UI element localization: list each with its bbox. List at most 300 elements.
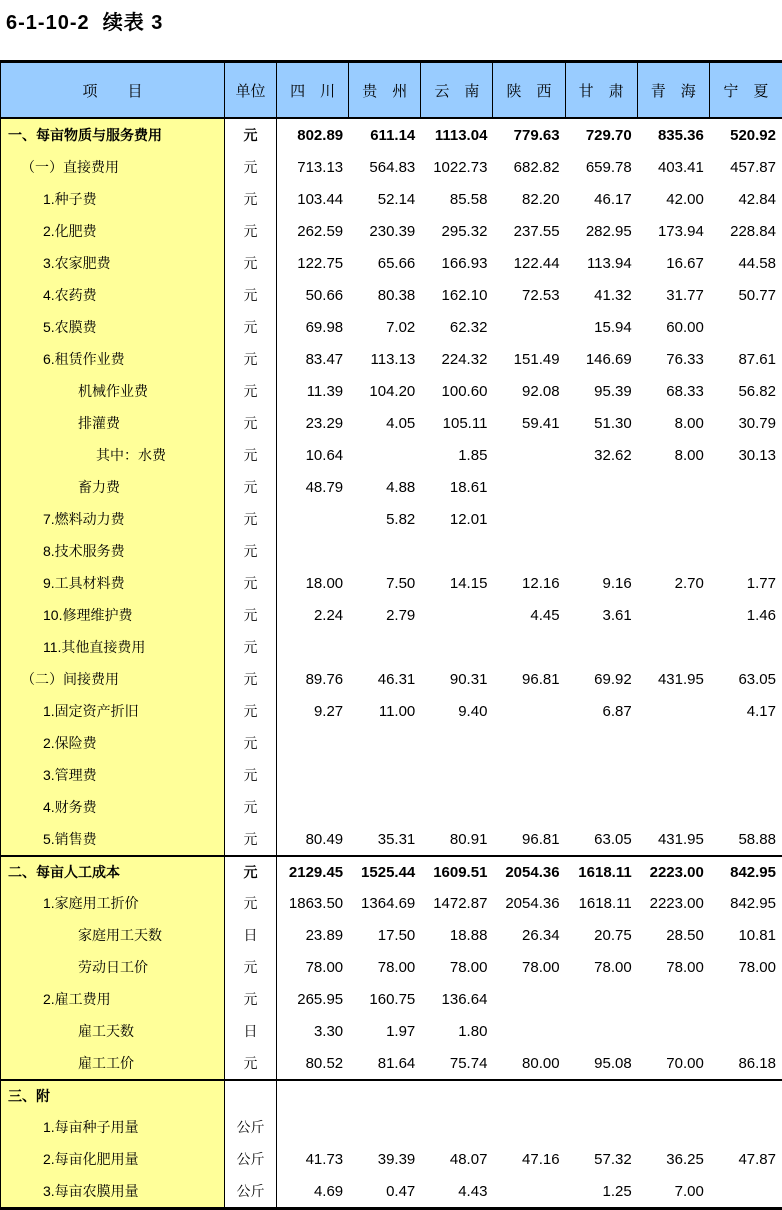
value-cell: 46.17 (594, 190, 632, 208)
value-cell (493, 1015, 565, 1047)
value-cell (566, 503, 638, 535)
value-cell: 1364.69 (361, 894, 416, 912)
row-label: 3.农家肥费 (1, 247, 225, 279)
value-cell: 9.27 (313, 702, 344, 720)
row-label: 9.工具材料费 (1, 567, 225, 599)
value-cell (710, 1111, 782, 1143)
value-cell: 28.50 (666, 926, 704, 944)
value-cell: 41.32 (594, 286, 632, 304)
row-unit: 元 (225, 567, 277, 599)
value-cell (638, 1081, 710, 1111)
value-cell (638, 983, 710, 1015)
value-cell: 224.32 (441, 350, 488, 368)
value-cell: 113.13 (370, 350, 416, 368)
row-unit: 元 (225, 407, 277, 439)
value-cell: 80.91 (449, 830, 488, 848)
value-cell: 2054.36 (505, 863, 560, 881)
row-label: （一）直接费用 (1, 151, 225, 183)
value-cell: 4.88 (386, 478, 416, 496)
table-row (1, 727, 782, 759)
value-cell (566, 983, 638, 1015)
value-cell: 48.07 (449, 1150, 488, 1168)
table-row (1, 311, 782, 343)
table-row (1, 407, 782, 439)
value-cell (493, 759, 565, 791)
value-cell (638, 503, 710, 535)
value-cell: 58.88 (738, 830, 776, 848)
value-cell: 8.00 (674, 414, 704, 432)
table-row (1, 247, 782, 279)
value-cell (566, 1015, 638, 1047)
table-row (1, 887, 782, 919)
value-cell (493, 727, 565, 759)
value-cell: 20.75 (594, 926, 632, 944)
value-cell (277, 727, 349, 759)
header-province-5: 甘 肃 (566, 63, 638, 117)
value-cell: 23.89 (305, 926, 344, 944)
value-cell (710, 1081, 782, 1111)
value-cell (566, 535, 638, 567)
row-label: 3.每亩农膜用量 (1, 1175, 225, 1207)
value-cell: 166.93 (441, 254, 488, 272)
value-cell: 81.64 (377, 1054, 416, 1072)
row-label: 11.其他直接费用 (1, 631, 225, 663)
value-cell: 2054.36 (505, 894, 560, 912)
value-cell (638, 727, 710, 759)
value-cell: 564.83 (369, 158, 416, 176)
value-cell (349, 791, 421, 823)
row-unit: 元 (225, 439, 277, 471)
value-cell: 2129.45 (288, 863, 344, 881)
row-label: 7.燃料动力费 (1, 503, 225, 535)
row-unit: 元 (225, 663, 277, 695)
value-cell: 1022.73 (433, 158, 488, 176)
table-row (1, 631, 782, 663)
value-cell: 237.55 (513, 222, 560, 240)
row-label: 4.财务费 (1, 791, 225, 823)
table-row (1, 791, 782, 823)
row-label: 1.家庭用工折价 (1, 887, 225, 919)
value-cell: 100.60 (441, 382, 488, 400)
value-cell: 729.70 (585, 126, 632, 144)
header-province-4: 陕 西 (493, 63, 565, 117)
value-cell: 72.53 (522, 286, 560, 304)
value-cell: 431.95 (657, 830, 704, 848)
value-cell: 4.05 (386, 414, 416, 432)
value-cell (349, 535, 421, 567)
row-label: 劳动日工价 (1, 951, 225, 983)
value-cell: 42.00 (666, 190, 704, 208)
value-cell (710, 503, 782, 535)
value-cell (421, 631, 493, 663)
value-cell: 78.00 (666, 958, 704, 976)
value-cell: 265.95 (297, 990, 344, 1008)
value-cell: 4.69 (313, 1182, 344, 1200)
table-row (1, 375, 782, 407)
value-cell: 7.02 (386, 318, 416, 336)
row-label: 2.保险费 (1, 727, 225, 759)
value-cell: 89.76 (305, 670, 344, 688)
row-label: 畜力费 (1, 471, 225, 503)
table-row (1, 1047, 782, 1079)
value-cell: 11.39 (306, 382, 344, 400)
value-cell (566, 759, 638, 791)
value-cell: 80.00 (522, 1054, 560, 1072)
row-unit: 元 (225, 791, 277, 823)
value-cell (638, 471, 710, 503)
value-cell: 50.66 (305, 286, 344, 304)
row-unit: 元 (225, 119, 277, 151)
value-cell (493, 1081, 565, 1111)
value-cell: 230.39 (369, 222, 416, 240)
row-label: 2.雇工费用 (1, 983, 225, 1015)
value-cell (277, 631, 349, 663)
table-row (1, 951, 782, 983)
value-cell: 70.00 (666, 1054, 704, 1072)
value-cell (566, 1081, 638, 1111)
value-cell: 41.73 (305, 1150, 344, 1168)
value-cell: 78.00 (522, 958, 560, 976)
table-row (1, 599, 782, 631)
value-cell: 682.82 (513, 158, 560, 176)
value-cell: 3.61 (602, 606, 632, 624)
value-cell (710, 759, 782, 791)
value-cell (638, 1111, 710, 1143)
table-row (1, 119, 782, 151)
value-cell: 56.82 (738, 382, 776, 400)
value-cell: 611.14 (370, 126, 416, 144)
value-cell: 282.95 (585, 222, 632, 240)
value-cell (493, 983, 565, 1015)
row-label: 其中：水费 (1, 439, 225, 471)
table-row (1, 503, 782, 535)
value-cell: 403.41 (657, 158, 704, 176)
value-cell: 16.67 (666, 254, 704, 272)
table-row (1, 1175, 782, 1207)
table-row (1, 1079, 782, 1111)
value-cell: 62.32 (449, 318, 488, 336)
row-label: 10.修理维护费 (1, 599, 225, 631)
row-unit: 日 (225, 1015, 277, 1047)
value-cell: 1618.11 (578, 894, 632, 912)
value-cell (638, 535, 710, 567)
value-cell (710, 311, 782, 343)
table-row (1, 919, 782, 951)
value-cell: 85.58 (449, 190, 488, 208)
value-cell: 48.79 (305, 478, 344, 496)
value-cell (277, 503, 349, 535)
row-unit: 元 (225, 247, 277, 279)
value-cell: 96.81 (522, 670, 560, 688)
row-unit (225, 1081, 277, 1111)
row-unit: 元 (225, 471, 277, 503)
row-label: 1.每亩种子用量 (1, 1111, 225, 1143)
value-cell: 2.79 (386, 606, 416, 624)
value-cell: 87.61 (738, 350, 776, 368)
value-cell (349, 439, 421, 471)
value-cell: 122.44 (513, 254, 560, 272)
value-cell: 46.31 (377, 670, 416, 688)
value-cell: 68.33 (666, 382, 704, 400)
value-cell: 1.97 (386, 1022, 416, 1040)
value-cell (710, 727, 782, 759)
value-cell: 47.16 (522, 1150, 560, 1168)
row-label: 三、附 (1, 1081, 225, 1111)
value-cell: 104.20 (369, 382, 416, 400)
row-unit: 元 (225, 375, 277, 407)
value-cell (421, 727, 493, 759)
value-cell (493, 791, 565, 823)
row-label: 2.每亩化肥用量 (1, 1143, 225, 1175)
value-cell: 65.66 (377, 254, 416, 272)
row-label: 家庭用工天数 (1, 919, 225, 951)
row-label: 6.租赁作业费 (1, 343, 225, 375)
value-cell: 96.81 (522, 830, 560, 848)
value-cell: 2.24 (313, 606, 344, 624)
row-label: 二、每亩人工成本 (1, 857, 225, 887)
value-cell: 10.81 (738, 926, 776, 944)
value-cell: 4.17 (746, 702, 776, 720)
header-province-2: 贵 州 (349, 63, 421, 117)
row-unit: 元 (225, 279, 277, 311)
value-cell (566, 471, 638, 503)
row-unit: 元 (225, 631, 277, 663)
value-cell (277, 791, 349, 823)
value-cell: 262.59 (297, 222, 344, 240)
row-label: 8.技术服务费 (1, 535, 225, 567)
value-cell: 160.75 (369, 990, 416, 1008)
value-cell (349, 631, 421, 663)
value-cell: 1525.44 (361, 863, 416, 881)
value-cell: 30.79 (738, 414, 776, 432)
value-cell (493, 503, 565, 535)
value-cell: 86.18 (738, 1054, 776, 1072)
value-cell: 7.50 (386, 574, 416, 592)
value-cell (421, 599, 493, 631)
row-unit: 公斤 (225, 1175, 277, 1207)
row-unit: 元 (225, 183, 277, 215)
row-unit: 元 (225, 951, 277, 983)
value-cell: 51.30 (594, 414, 632, 432)
table-row (1, 279, 782, 311)
value-cell: 5.82 (386, 510, 416, 528)
value-cell: 9.40 (458, 702, 488, 720)
value-cell: 60.00 (666, 318, 704, 336)
value-cell: 42.84 (738, 190, 776, 208)
row-unit: 元 (225, 151, 277, 183)
row-unit: 公斤 (225, 1111, 277, 1143)
value-cell: 136.64 (441, 990, 488, 1008)
value-cell: 7.00 (674, 1182, 704, 1200)
value-cell: 842.95 (730, 863, 776, 881)
value-cell (493, 439, 565, 471)
row-unit: 元 (225, 503, 277, 535)
value-cell: 295.32 (441, 222, 488, 240)
value-cell (349, 727, 421, 759)
value-cell: 151.49 (513, 350, 560, 368)
table-row (1, 343, 782, 375)
value-cell: 146.69 (585, 350, 632, 368)
value-cell (638, 599, 710, 631)
value-cell (277, 535, 349, 567)
value-cell: 69.92 (594, 670, 632, 688)
value-cell: 95.08 (594, 1054, 632, 1072)
header-item: 项 目 (1, 63, 225, 117)
row-unit: 元 (225, 599, 277, 631)
value-cell (710, 1175, 782, 1207)
value-cell (493, 695, 565, 727)
value-cell: 50.77 (738, 286, 776, 304)
row-unit: 元 (225, 857, 277, 887)
value-cell: 30.13 (738, 446, 776, 464)
value-cell: 2.70 (674, 574, 704, 592)
value-cell: 1609.51 (433, 863, 488, 881)
value-cell (638, 759, 710, 791)
table-row (1, 215, 782, 247)
value-cell: 802.89 (297, 126, 344, 144)
statistics-table (0, 60, 782, 1210)
row-unit: 元 (225, 727, 277, 759)
row-unit: 元 (225, 215, 277, 247)
value-cell: 1.77 (746, 574, 776, 592)
row-label: 一、每亩物质与服务费用 (1, 119, 225, 151)
value-cell: 59.41 (522, 414, 560, 432)
row-label: 5.农膜费 (1, 311, 225, 343)
row-unit: 公斤 (225, 1143, 277, 1175)
value-cell: 95.39 (594, 382, 632, 400)
value-cell: 32.62 (594, 446, 632, 464)
row-label: 雇工工价 (1, 1047, 225, 1079)
value-cell: 78.00 (449, 958, 488, 976)
value-cell: 2223.00 (649, 863, 704, 881)
value-cell (710, 791, 782, 823)
value-cell: 18.88 (449, 926, 488, 944)
value-cell (421, 535, 493, 567)
value-cell: 78.00 (738, 958, 776, 976)
value-cell: 12.16 (522, 574, 560, 592)
value-cell: 173.94 (657, 222, 704, 240)
value-cell: 8.00 (674, 446, 704, 464)
table-row (1, 983, 782, 1015)
row-label: 2.化肥费 (1, 215, 225, 247)
value-cell: 78.00 (594, 958, 632, 976)
header-province-7: 宁 夏 (723, 82, 769, 100)
value-cell: 57.32 (594, 1150, 632, 1168)
row-unit: 元 (225, 343, 277, 375)
table-row (1, 855, 782, 887)
row-unit: 元 (225, 695, 277, 727)
value-cell: 1618.11 (578, 863, 632, 881)
value-cell (710, 535, 782, 567)
table-row (1, 439, 782, 471)
value-cell: 52.14 (377, 190, 416, 208)
value-cell: 0.47 (386, 1182, 416, 1200)
table-body (1, 119, 782, 1207)
value-cell (277, 759, 349, 791)
value-cell (710, 1015, 782, 1047)
value-cell: 105.11 (442, 414, 488, 432)
value-cell (638, 631, 710, 663)
value-cell (566, 631, 638, 663)
value-cell: 23.29 (305, 414, 344, 432)
value-cell: 12.01 (449, 510, 488, 528)
value-cell (349, 1081, 421, 1111)
value-cell (493, 631, 565, 663)
value-cell (710, 471, 782, 503)
table-row (1, 471, 782, 503)
value-cell: 14.15 (449, 574, 488, 592)
value-cell (566, 1111, 638, 1143)
header-province-1: 四 川 (277, 63, 349, 117)
value-cell: 90.31 (449, 670, 488, 688)
value-cell: 4.45 (530, 606, 560, 624)
value-cell (421, 1111, 493, 1143)
row-label: 雇工天数 (1, 1015, 225, 1047)
value-cell: 113.94 (586, 254, 632, 272)
table-header-row (1, 63, 782, 119)
table-row (1, 823, 782, 855)
row-unit: 元 (225, 1047, 277, 1079)
value-cell (638, 1015, 710, 1047)
header-province-3: 云 南 (421, 63, 493, 117)
value-cell: 1863.50 (288, 894, 344, 912)
row-unit: 元 (225, 823, 277, 855)
table-row (1, 759, 782, 791)
value-cell: 39.39 (377, 1150, 416, 1168)
value-cell (493, 471, 565, 503)
value-cell (710, 631, 782, 663)
value-cell: 6.87 (602, 702, 632, 720)
value-cell (638, 695, 710, 727)
value-cell: 18.00 (305, 574, 344, 592)
value-cell: 520.92 (730, 126, 776, 144)
table-row (1, 183, 782, 215)
value-cell: 92.08 (522, 382, 560, 400)
value-cell (638, 791, 710, 823)
value-cell (493, 1111, 565, 1143)
row-label: （二）间接费用 (1, 663, 225, 695)
value-cell: 103.44 (297, 190, 344, 208)
value-cell: 17.50 (377, 926, 416, 944)
value-cell (349, 1111, 421, 1143)
header-unit: 单位 (225, 63, 277, 117)
value-cell (493, 311, 565, 343)
value-cell: 3.30 (313, 1022, 344, 1040)
table-title: 6-1-10-2 续表 3 (6, 12, 164, 34)
row-unit: 元 (225, 759, 277, 791)
value-cell: 162.10 (441, 286, 488, 304)
value-cell: 122.75 (297, 254, 344, 272)
value-cell (493, 1175, 565, 1207)
value-cell: 1.46 (746, 606, 776, 624)
value-cell: 15.94 (594, 318, 632, 336)
table-row (1, 567, 782, 599)
value-cell: 18.61 (449, 478, 488, 496)
row-unit: 元 (225, 983, 277, 1015)
value-cell: 83.47 (305, 350, 344, 368)
table-row (1, 1015, 782, 1047)
row-label: 1.种子费 (1, 183, 225, 215)
value-cell: 26.34 (522, 926, 560, 944)
value-cell (710, 983, 782, 1015)
value-cell: 1.80 (458, 1022, 488, 1040)
table-row (1, 1143, 782, 1175)
value-cell: 11.00 (378, 702, 416, 720)
row-label: 4.农药费 (1, 279, 225, 311)
value-cell: 659.78 (585, 158, 632, 176)
value-cell: 9.16 (602, 574, 632, 592)
value-cell: 10.64 (305, 446, 344, 464)
